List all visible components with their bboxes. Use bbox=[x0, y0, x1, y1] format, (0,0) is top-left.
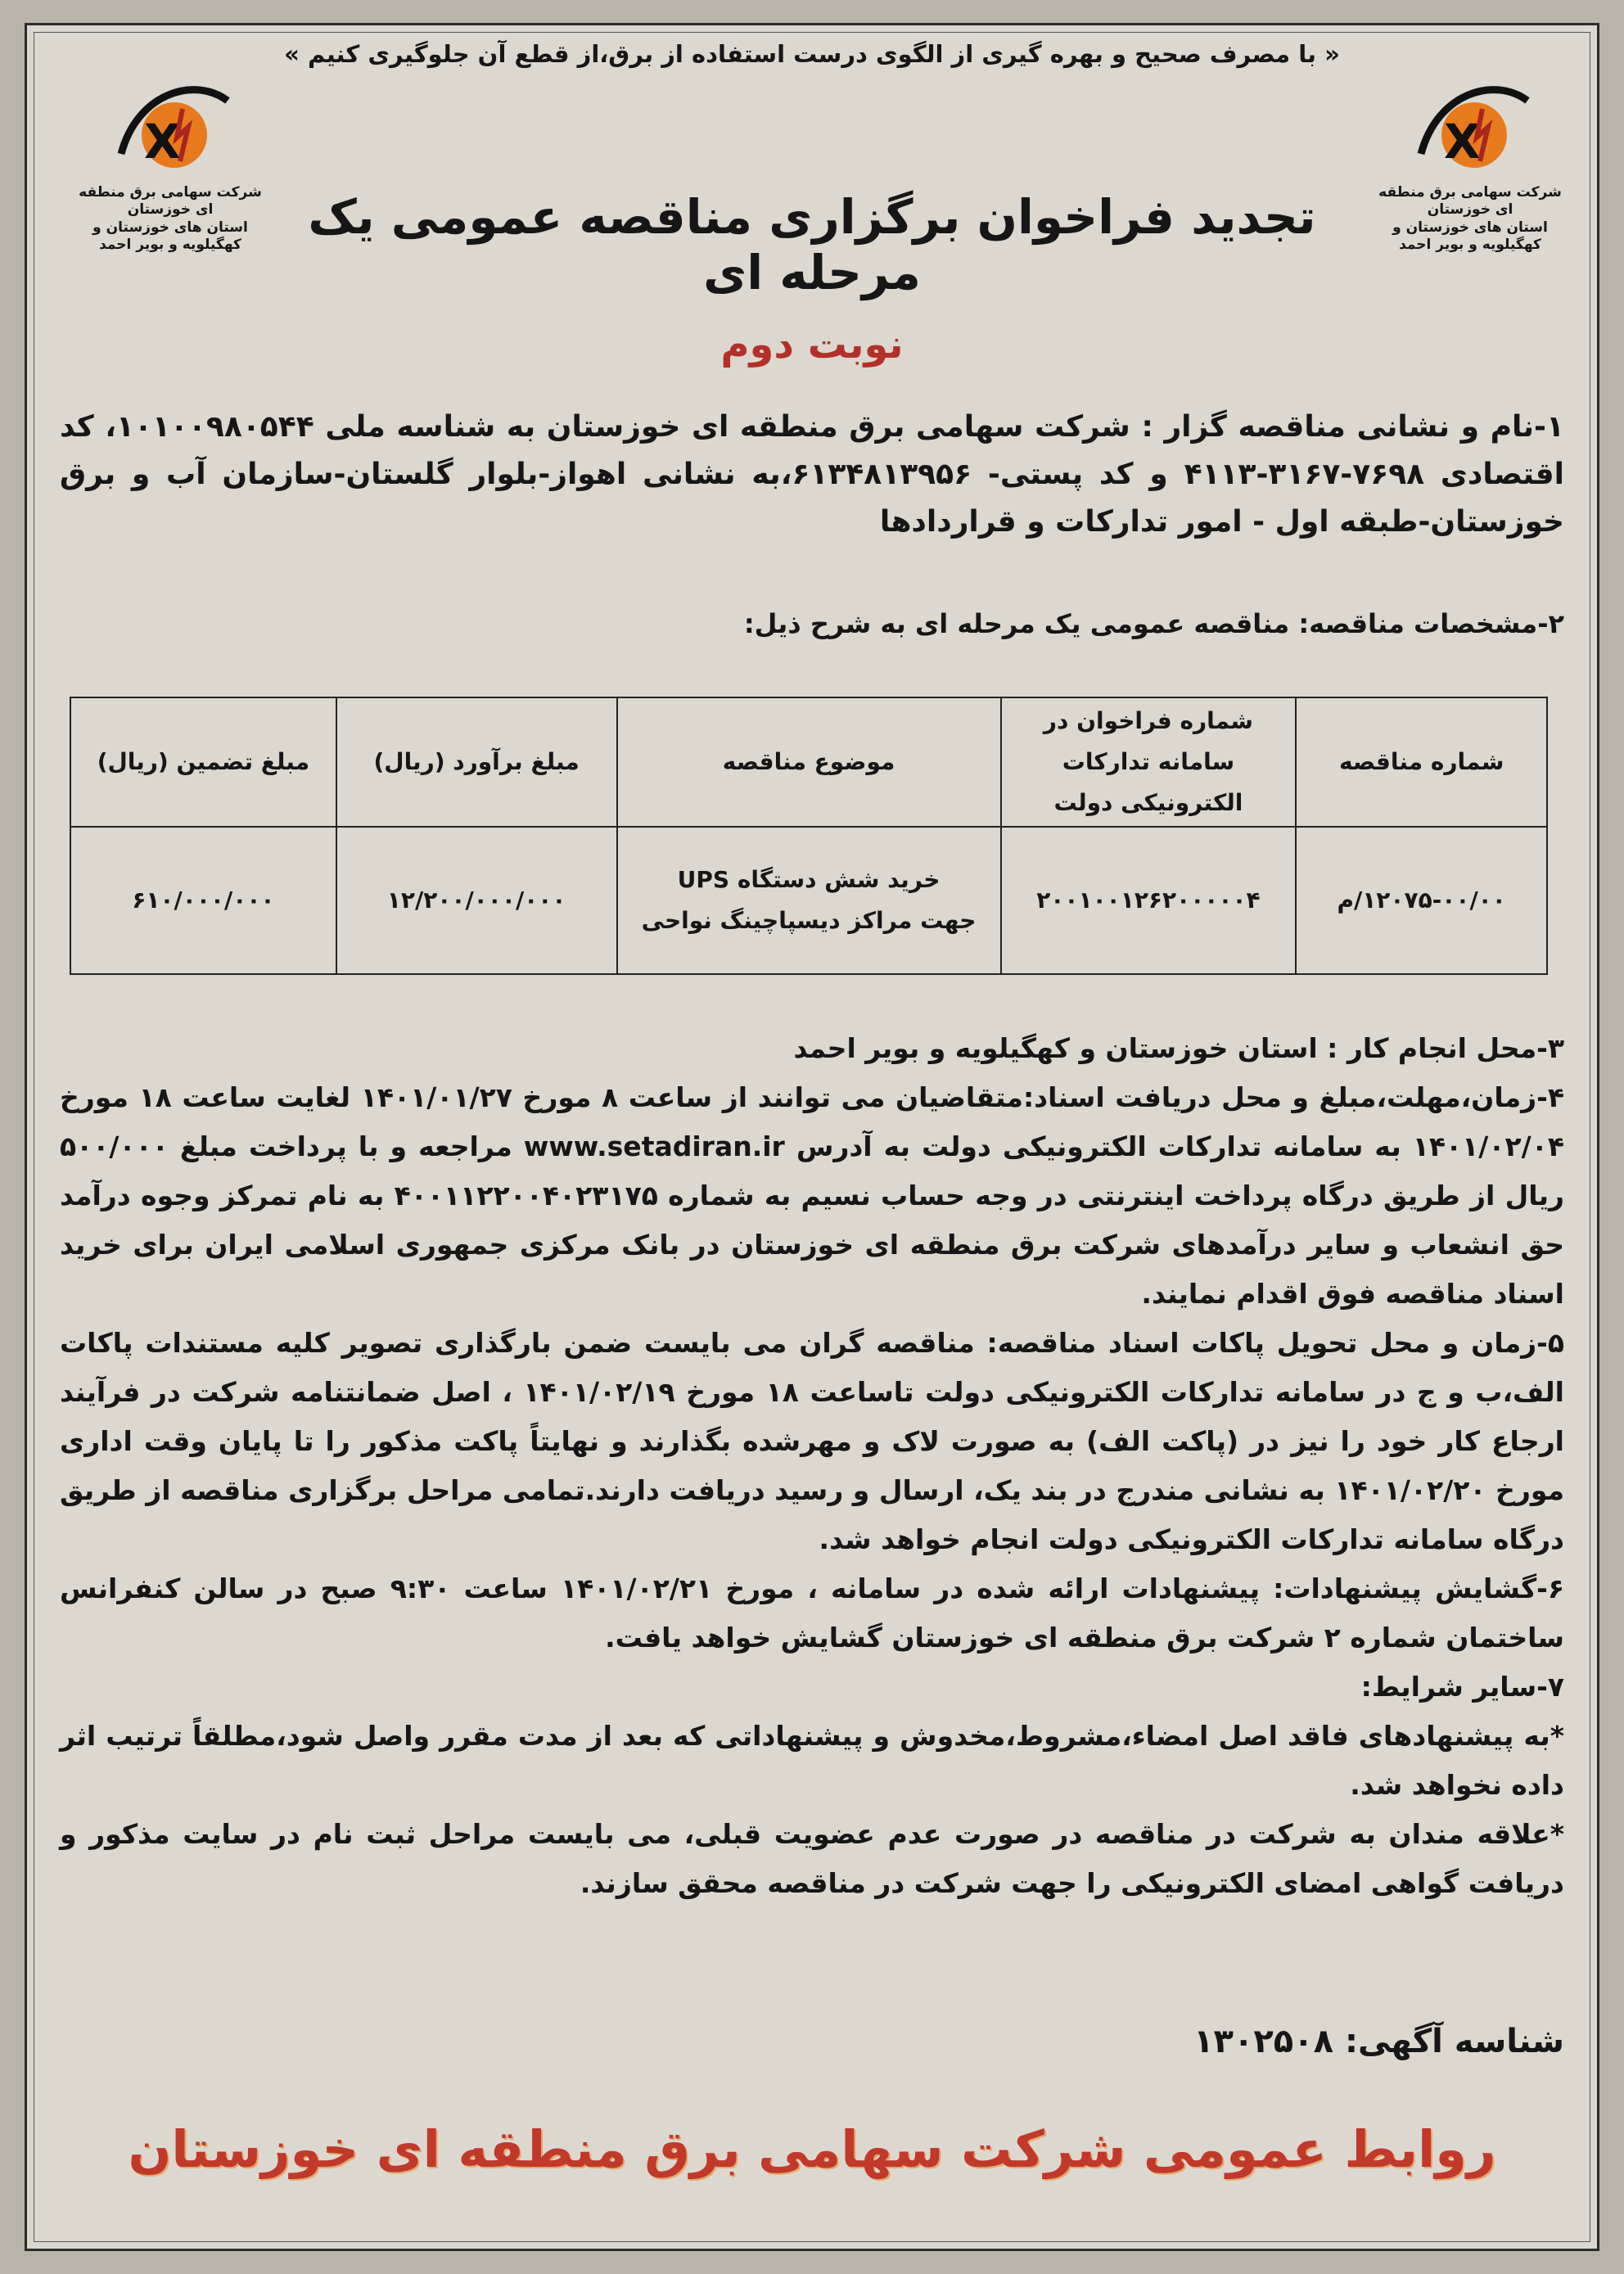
svg-text:X: X bbox=[1444, 114, 1481, 169]
section-1: ۱-نام و نشانی مناقصه گزار : شرکت سهامی برق منطقه ای خوزستان به شناسه ملی ۱۰۱۰۰۹۸۰۵۴۴، کد اقتصادی ۷۶۹۸-۳۱۶۷-۴۱۱۳ و کد پستی- ۶۱۳۴۸۱۳۹۵۶،به نشانی اهواز-بلوار گلستان-سازمان آب و برق خوزستان-طبقه اول - امور تدارکات و قراردادها bbox=[60, 410, 1564, 539]
section-7: ۷-سایر شرایط: bbox=[1360, 1671, 1564, 1703]
header-estimate: مبلغ برآورد (ریال) bbox=[336, 697, 617, 827]
logo-caption: شرکت سهامی برق منطقه ای خوزستان استان های خوزستان و کهگیلویه و بویر احمد bbox=[1378, 184, 1562, 253]
header-subject: موضوع مناقصه bbox=[617, 697, 1001, 827]
notice-id: شناسه آگهی: ۱۳۰۲۵۰۸ bbox=[1193, 2023, 1564, 2060]
company-logo-icon bbox=[1405, 76, 1536, 183]
table-header-row bbox=[70, 697, 1547, 827]
cell-tender-no: ۱۲۰۷۵-۰۰/۰۰/م bbox=[1296, 827, 1547, 974]
cell-guarantee: ۶۱۰/۰۰۰/۰۰۰ bbox=[70, 827, 336, 974]
footer-public-relations: روابط عمومی شرکت سهامی برق منطقه ای خوزستان bbox=[128, 2119, 1496, 2179]
tender-table bbox=[70, 697, 1548, 975]
section-5: ۵-زمان و محل تحویل پاکات اسناد مناقصه: مناقصه گران می بایست ضمن بارگذاری تصویر کلیه مستندات پاکات الف،ب و ج در سامانه تدارکات الکترونیکی دولت تاساعت ۱۸ مورخ ۱۴۰۱/۰۲/۱۹ ، اصل ضمانتنامه شرکت در فرآیند ارجاع کار خود را نیز در (پاکت الف) به صورت لاک و مهرشده بگذارند و نهایتاً پاکت مذکور را تا پایان وقت اداری مورخ ۱۴۰۱/۰۲/۲۰ به نشانی مندرج در بند یک، ارسال و رسید دریافت دارند.تمامی مراحل برگزاری مناقصه از طریق درگاه سامانه تدارکات الکترونیکی دولت انجام خواهد شد. bbox=[60, 1327, 1564, 1555]
svg-text:X: X bbox=[144, 114, 181, 169]
header-call-no: شماره فراخوان در سامانه تدارکات الکترونیکی دولت bbox=[1001, 697, 1297, 827]
round-subtitle: نوبت دوم bbox=[720, 322, 904, 368]
header-tender-no: شماره مناقصه bbox=[1296, 697, 1547, 827]
table-row bbox=[70, 827, 1547, 974]
cell-estimate: ۱۲/۲۰۰/۰۰۰/۰۰۰ bbox=[336, 827, 617, 974]
logo-left bbox=[76, 76, 264, 254]
section-2: ۲-مشخصات مناقصه: مناقصه عمومی یک مرحله ای به شرح ذیل: bbox=[743, 608, 1564, 639]
section-7-item-2: *علاقه مندان به شرکت در مناقصه در صورت عدم عضویت قبلی، می بایست مراحل ثبت نام در سایت مذکور و دریافت گواهی امضای الکترونیکی را جهت شرکت در مناقصه محقق سازند. bbox=[60, 1818, 1564, 1899]
company-logo-icon bbox=[105, 76, 236, 183]
section-6: ۶-گشایش پیشنهادات: پیشنهادات ارائه شده در سامانه ، مورخ ۱۴۰۱/۰۲/۲۱ ساعت ۹:۳۰ صبح در سالن کنفرانس ساختمان شماره ۲ شرکت برق منطقه ای خوزستان گشایش خواهد یافت. bbox=[60, 1572, 1564, 1654]
section-7-item-1: *به پیشنهادهای فاقد اصل امضاء،مشروط،مخدوش و پیشنهاداتی که بعد از مدت مقرر واصل شود،مطلقاً ترتیب اثر داده نخواهد شد. bbox=[60, 1720, 1564, 1801]
cell-call-no: ۲۰۰۱۰۰۱۲۶۲۰۰۰۰۰۴ bbox=[1001, 827, 1297, 974]
header-guarantee: مبلغ تضمین (ریال) bbox=[70, 697, 336, 827]
section-4: ۴-زمان،مهلت،مبلغ و محل دریافت اسناد:متقاضیان می توانند از ساعت ۸ مورخ ۱۴۰۱/۰۱/۲۷ لغایت ساعت ۱۸ مورخ ۱۴۰۱/۰۲/۰۴ به سامانه تدارکات الکترونیکی دولت به آدرس www.setadiran.ir مراجعه و با پرداخت مبلغ ۵۰۰/۰۰۰ ریال از طریق درگاه پرداخت اینترنتی در وجه حساب نسیم به شماره ۴۰۰۱۱۲۲۰۰۴۰۲۳۱۷۵ به نام تمرکز وجوه درآمد حق انشعاب و سایر درآمدهای شرکت برق منطقه ای خوزستان در بانک مرکزی جمهوری اسلامی ایران برای خرید اسناد مناقصه فوق اقدام نمایند. bbox=[60, 1081, 1564, 1310]
motto: « با مصرف صحیح و بهره گیری از الگوی درست استفاده از برق،از قطع آن جلوگیری کنیم » bbox=[284, 40, 1340, 68]
page-title: تجدید فراخوان برگزاری مناقصه عمومی یک مرحله ای bbox=[308, 189, 1316, 300]
sections-3-7 bbox=[60, 1024, 1564, 1908]
cell-subject: خرید شش دستگاه UPS جهت مراکز دیسپاچینگ نواحی bbox=[617, 827, 1001, 974]
logo-right bbox=[1376, 76, 1564, 254]
section-3: ۳-محل انجام کار : استان خوزستان و کهگیلویه و بویر احمد bbox=[793, 1032, 1564, 1064]
advertisement-sheet bbox=[25, 23, 1599, 2251]
logo-caption: شرکت سهامی برق منطقه ای خوزستان استان های خوزستان و کهگیلویه و بویر احمد bbox=[79, 184, 262, 253]
